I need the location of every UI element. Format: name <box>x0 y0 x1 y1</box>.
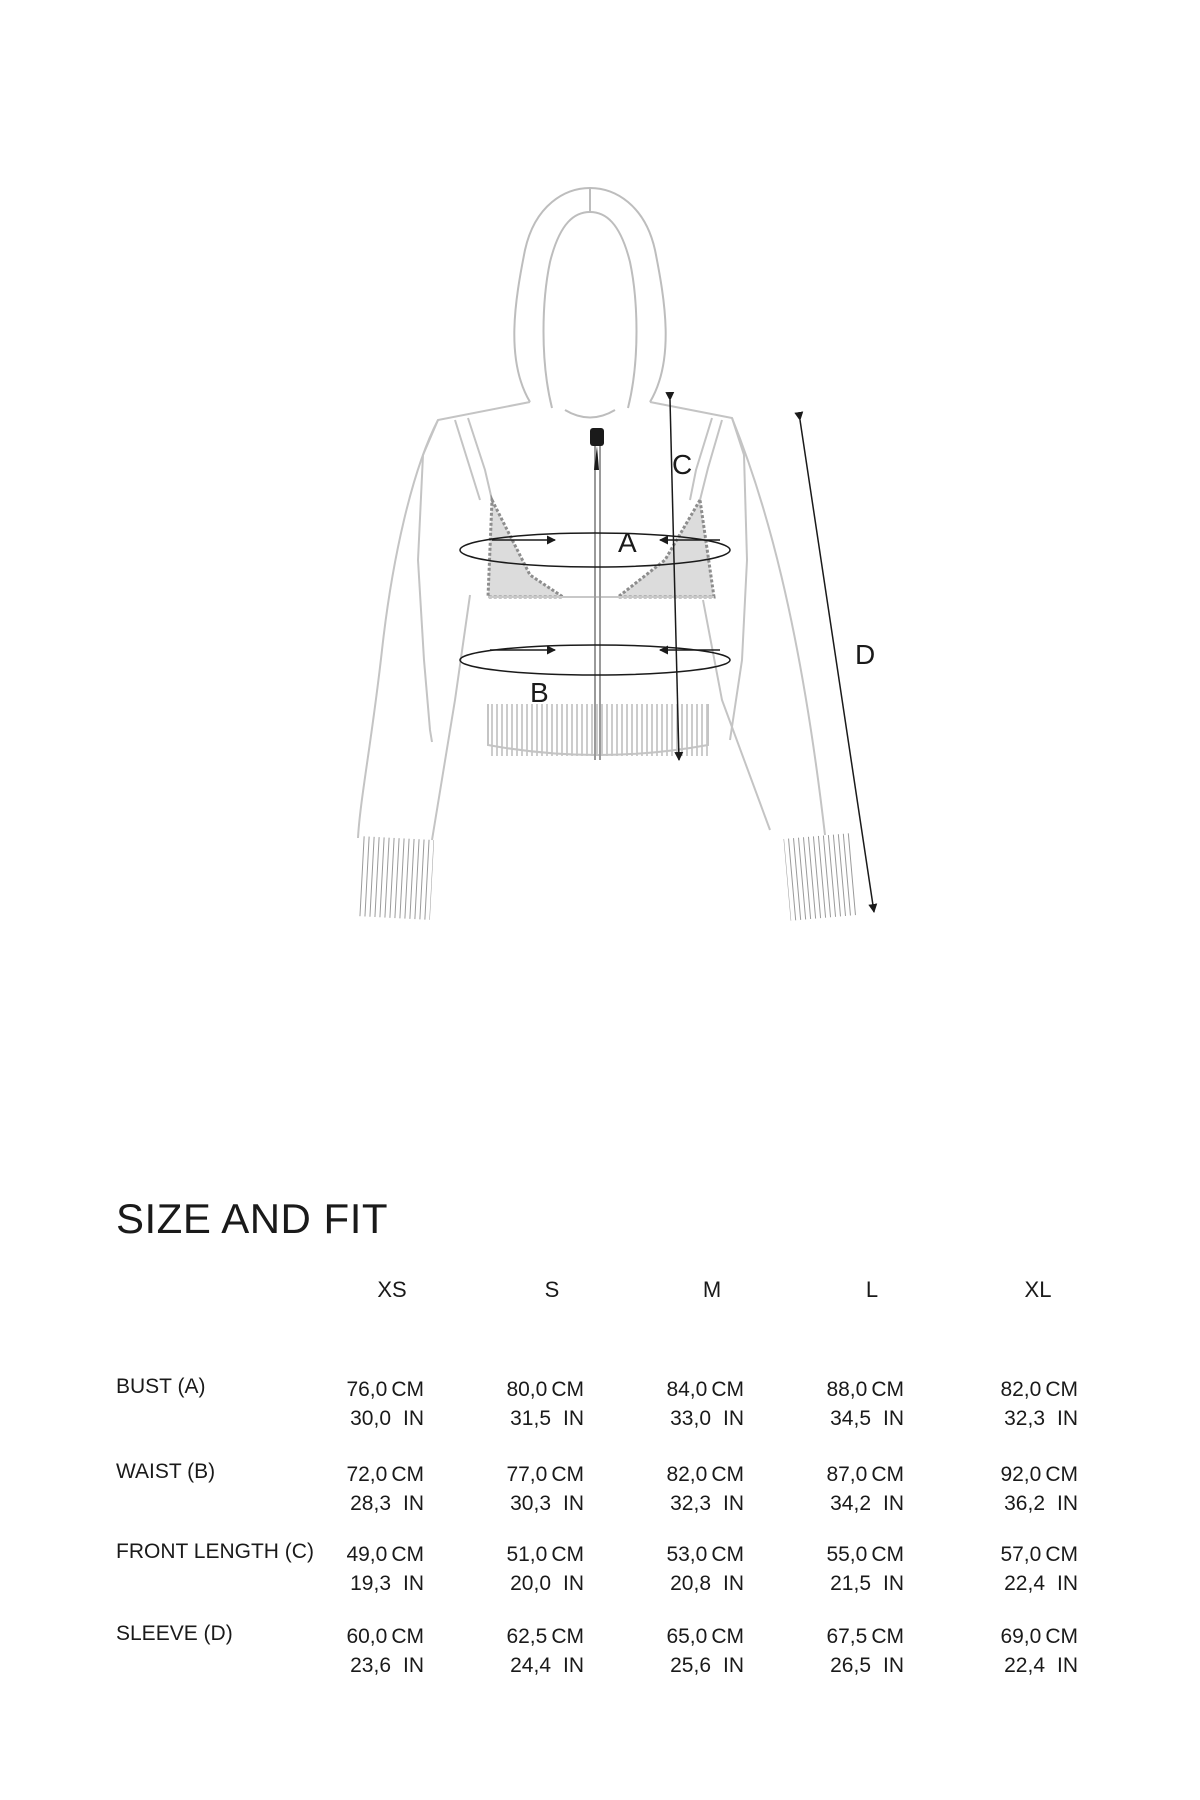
measurement-cell <box>784 1540 904 1598</box>
cm-value <box>624 1375 744 1404</box>
cm-value <box>958 1540 1078 1569</box>
measurement-cell <box>304 1540 424 1598</box>
cm-number: 51,0 <box>506 1543 548 1566</box>
label-b: B <box>530 677 549 708</box>
cm-value <box>464 1375 584 1404</box>
in-number: 20,8 <box>670 1572 711 1595</box>
cm-number: 72,0 <box>346 1463 388 1486</box>
in-unit: IN <box>1057 1654 1078 1677</box>
measurement-cell <box>464 1460 584 1518</box>
cm-unit: CM <box>871 1463 904 1486</box>
measurement-cell <box>958 1375 1078 1433</box>
in-value <box>784 1569 904 1598</box>
cm-number: 65,0 <box>666 1625 708 1648</box>
cm-unit: CM <box>871 1625 904 1648</box>
in-unit: IN <box>1057 1492 1078 1515</box>
label-d: D <box>855 639 876 670</box>
in-number: 31,5 <box>510 1407 551 1430</box>
cm-number: 69,0 <box>1000 1625 1042 1648</box>
in-number: 30,3 <box>510 1492 551 1515</box>
in-value <box>784 1404 904 1433</box>
row-label: WAIST (B) <box>116 1460 216 1483</box>
in-value <box>784 1651 904 1680</box>
in-value <box>304 1489 424 1518</box>
cm-number: 82,0 <box>1000 1378 1042 1401</box>
measurement-cell <box>624 1622 744 1680</box>
measurement-cell <box>624 1540 744 1598</box>
cm-number: 53,0 <box>666 1543 708 1566</box>
cm-value <box>304 1460 424 1489</box>
size-header-s: S <box>544 1277 560 1302</box>
cm-value <box>304 1540 424 1569</box>
row-label: FRONT LENGTH (C) <box>116 1540 314 1563</box>
in-unit: IN <box>563 1492 584 1515</box>
in-unit: IN <box>723 1492 744 1515</box>
cm-unit: CM <box>391 1463 424 1486</box>
cm-value <box>624 1622 744 1651</box>
in-number: 25,6 <box>670 1654 711 1677</box>
cm-number: 55,0 <box>826 1543 868 1566</box>
cm-unit: CM <box>1045 1378 1078 1401</box>
in-value <box>624 1569 744 1598</box>
label-a: A <box>618 527 637 558</box>
measurement-cell <box>304 1622 424 1680</box>
in-unit: IN <box>563 1572 584 1595</box>
measurement-cell <box>304 1375 424 1433</box>
cm-unit: CM <box>551 1463 584 1486</box>
measurement-cell <box>958 1540 1078 1598</box>
cm-number: 60,0 <box>346 1625 388 1648</box>
in-unit: IN <box>883 1407 904 1430</box>
cm-value <box>958 1622 1078 1651</box>
in-number: 22,4 <box>1004 1654 1045 1677</box>
measurement-cell <box>784 1375 904 1433</box>
in-value <box>304 1651 424 1680</box>
in-number: 21,5 <box>830 1572 871 1595</box>
size-header-xs: XS <box>377 1277 407 1302</box>
in-unit: IN <box>1057 1572 1078 1595</box>
left-cuff-ribbing <box>356 836 434 920</box>
cm-number: 49,0 <box>346 1543 388 1566</box>
hem-ribbing <box>488 704 708 756</box>
cm-number: 88,0 <box>826 1378 868 1401</box>
cm-unit: CM <box>711 1378 744 1401</box>
cm-value <box>464 1622 584 1651</box>
cm-number: 82,0 <box>666 1463 708 1486</box>
in-unit: IN <box>723 1654 744 1677</box>
size-header-m: M <box>702 1277 722 1302</box>
measurement-cell <box>958 1622 1078 1680</box>
in-unit: IN <box>883 1492 904 1515</box>
in-value <box>624 1651 744 1680</box>
cm-value <box>304 1622 424 1651</box>
cm-unit: CM <box>551 1543 584 1566</box>
cm-unit: CM <box>711 1625 744 1648</box>
cm-unit: CM <box>1045 1625 1078 1648</box>
in-value <box>624 1489 744 1518</box>
size-and-fit-title: SIZE AND FIT <box>116 1195 389 1242</box>
in-value <box>464 1569 584 1598</box>
in-unit: IN <box>723 1572 744 1595</box>
label-c: C <box>672 449 693 480</box>
cm-value <box>784 1540 904 1569</box>
in-number: 32,3 <box>670 1492 711 1515</box>
jacket-body <box>358 402 825 840</box>
cm-unit: CM <box>391 1625 424 1648</box>
cm-unit: CM <box>391 1378 424 1401</box>
cm-unit: CM <box>1045 1463 1078 1486</box>
cm-value <box>784 1375 904 1404</box>
measurement-cell <box>624 1375 744 1433</box>
in-value <box>624 1404 744 1433</box>
cm-value <box>958 1460 1078 1489</box>
measurement-cell <box>464 1375 584 1433</box>
in-value <box>958 1404 1078 1433</box>
in-number: 20,0 <box>510 1572 551 1595</box>
cm-number: 57,0 <box>1000 1543 1042 1566</box>
measurement-cell <box>784 1622 904 1680</box>
in-unit: IN <box>403 1572 424 1595</box>
in-unit: IN <box>563 1654 584 1677</box>
in-unit: IN <box>883 1572 904 1595</box>
measurement-cell <box>304 1460 424 1518</box>
cm-number: 76,0 <box>346 1378 388 1401</box>
size-header-xl: XL <box>1024 1277 1052 1302</box>
cm-unit: CM <box>1045 1543 1078 1566</box>
in-unit: IN <box>403 1492 424 1515</box>
in-number: 36,2 <box>1004 1492 1045 1515</box>
in-value <box>464 1651 584 1680</box>
in-unit: IN <box>563 1407 584 1430</box>
measurement-cell <box>958 1460 1078 1518</box>
cm-value <box>784 1622 904 1651</box>
measurement-cell <box>464 1540 584 1598</box>
cm-unit: CM <box>551 1625 584 1648</box>
size-header-l: L <box>865 1277 879 1302</box>
in-number: 26,5 <box>830 1654 871 1677</box>
in-number: 24,4 <box>510 1654 551 1677</box>
in-value <box>304 1569 424 1598</box>
in-value <box>958 1489 1078 1518</box>
measurement-cell <box>464 1622 584 1680</box>
in-number: 32,3 <box>1004 1407 1045 1430</box>
in-number: 30,0 <box>350 1407 391 1430</box>
cm-value <box>624 1460 744 1489</box>
in-number: 19,3 <box>350 1572 391 1595</box>
cm-unit: CM <box>711 1463 744 1486</box>
in-number: 28,3 <box>350 1492 391 1515</box>
in-unit: IN <box>403 1407 424 1430</box>
cm-value <box>304 1375 424 1404</box>
cm-number: 87,0 <box>826 1463 868 1486</box>
row-label: BUST (A) <box>116 1375 206 1398</box>
in-number: 33,0 <box>670 1407 711 1430</box>
cm-number: 84,0 <box>666 1378 708 1401</box>
right-cuff-ribbing <box>784 833 857 920</box>
cm-number: 92,0 <box>1000 1463 1042 1486</box>
cm-unit: CM <box>711 1543 744 1566</box>
cm-unit: CM <box>391 1543 424 1566</box>
in-number: 22,4 <box>1004 1572 1045 1595</box>
in-value <box>958 1569 1078 1598</box>
measurement-cell <box>784 1460 904 1518</box>
cm-value <box>958 1375 1078 1404</box>
in-value <box>464 1404 584 1433</box>
in-value <box>958 1651 1078 1680</box>
in-unit: IN <box>1057 1407 1078 1430</box>
cm-unit: CM <box>551 1378 584 1401</box>
in-number: 23,6 <box>350 1654 391 1677</box>
cm-value <box>464 1540 584 1569</box>
cm-value <box>784 1460 904 1489</box>
row-label: SLEEVE (D) <box>116 1622 233 1645</box>
in-unit: IN <box>883 1654 904 1677</box>
cm-number: 77,0 <box>506 1463 548 1486</box>
cm-unit: CM <box>871 1378 904 1401</box>
cm-number: 80,0 <box>506 1378 548 1401</box>
in-value <box>464 1489 584 1518</box>
cm-unit: CM <box>871 1543 904 1566</box>
cm-number: 62,5 <box>506 1625 548 1648</box>
cm-number: 67,5 <box>826 1625 868 1648</box>
in-unit: IN <box>403 1654 424 1677</box>
hood-outline <box>514 188 665 418</box>
in-unit: IN <box>723 1407 744 1430</box>
in-value <box>304 1404 424 1433</box>
in-number: 34,5 <box>830 1407 871 1430</box>
in-number: 34,2 <box>830 1492 871 1515</box>
measurement-cell <box>624 1460 744 1518</box>
cm-value <box>624 1540 744 1569</box>
in-value <box>784 1489 904 1518</box>
cm-value <box>464 1460 584 1489</box>
